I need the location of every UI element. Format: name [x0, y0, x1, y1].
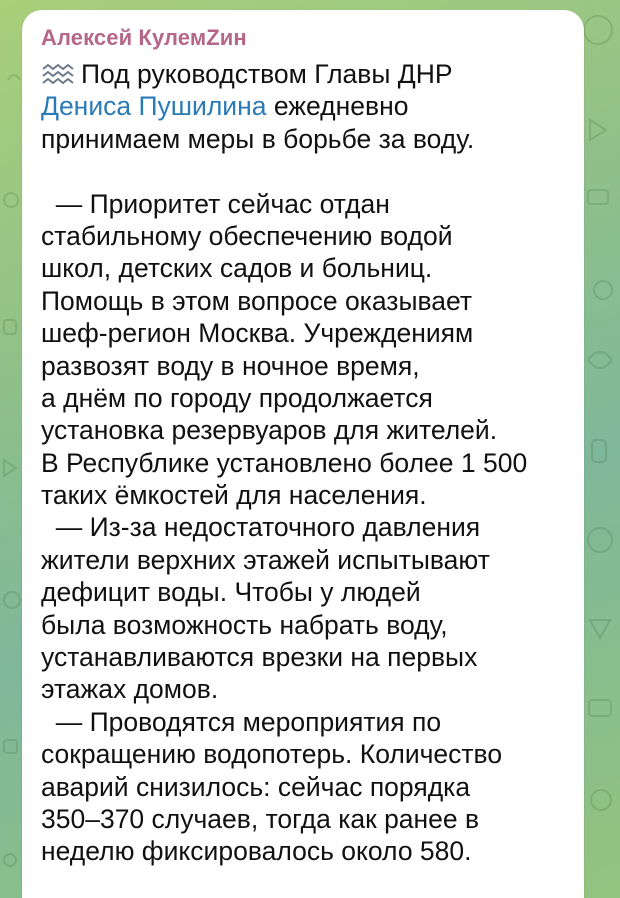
message-line: шеф-регион Москва. Учреждениям [41, 318, 474, 349]
water-waves-icon [41, 60, 75, 82]
message-line: жители верхних этажей испытывают [41, 544, 490, 575]
line-text: ежедневно [266, 91, 409, 122]
line-text: Под руководством Главы ДНР [81, 59, 453, 89]
blank-line [41, 155, 581, 187]
message-line: дефицит воды. Чтобы у людей [41, 577, 421, 608]
message-line: установка резервуаров для жителей. [41, 415, 498, 446]
message-line: развозят воду в ночное время, [41, 350, 420, 381]
message-line: — Проводятся мероприятия по [41, 706, 442, 737]
message-line: — Приоритет сейчас отдан [41, 188, 390, 219]
message-line: аварий снизилось: сейчас порядка [41, 771, 471, 802]
message-line: была возможность набрать воду, [41, 609, 448, 640]
sender-name[interactable]: Алексей КулемZин [41, 25, 247, 50]
message-line [41, 58, 581, 90]
message-line: стабильному обеспечению водой [41, 220, 453, 251]
message-line: устанавливаются врезки на первых [41, 642, 478, 673]
message-text [41, 58, 581, 868]
message-line: таких ёмкостей для населения. [41, 480, 427, 511]
message-line: Помощь в этом вопросе оказывает [41, 285, 473, 316]
message-line: школ, детских садов и больниц. [41, 253, 433, 284]
message-line: а днём по городу продолжается [41, 382, 433, 413]
message-line: сокращению водопотерь. Количество [41, 739, 503, 770]
message-line [41, 90, 581, 122]
message-bubble [22, 10, 584, 898]
message-line: неделю фиксировалось около 580. [41, 836, 472, 867]
mention-link[interactable]: Дениса Пушилина [41, 91, 267, 122]
message-line: этажах домов. [41, 674, 219, 705]
message-line: — Из-за недостаточного давления [41, 512, 481, 543]
message-line: принимаем меры в борьбе за воду. [41, 123, 475, 154]
message-line: 350–370 случаев, тогда как ранее в [41, 803, 480, 834]
message-line: В Республике установлено более 1 500 [41, 447, 528, 478]
